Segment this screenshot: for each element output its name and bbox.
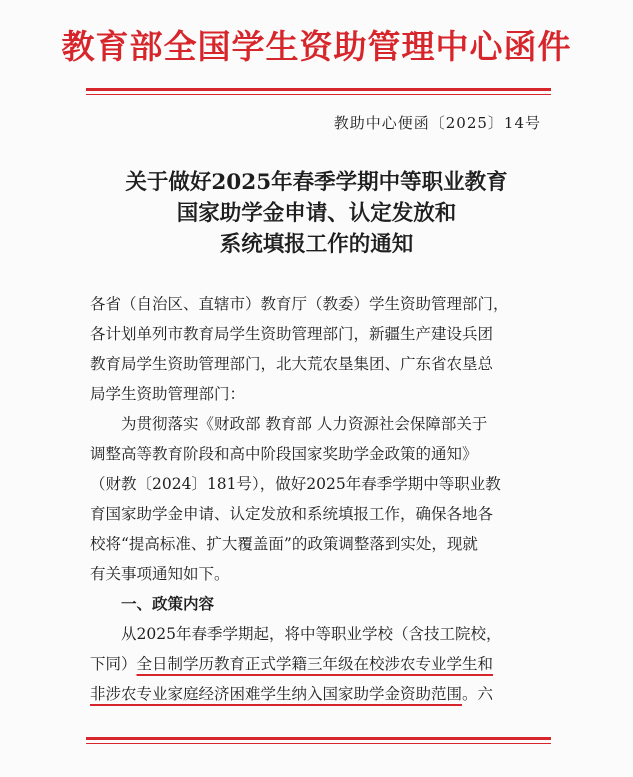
masthead: 教育部全国学生资助管理中心函件 [61, 27, 572, 66]
document-title [0, 167, 633, 260]
intro-line: 为贯彻落实《财政部 教育部 人力资源社会保障部关于 [121, 415, 488, 433]
header-rule-thick [86, 88, 551, 91]
header-rule-thin [86, 94, 551, 95]
title-line: 关于做好2025年春季学期中等职业教育 [125, 170, 508, 195]
underlined-policy-text: 非涉农专业家庭经济困难学生纳入国家助学金资助范围 [90, 685, 463, 703]
title-line: 国家助学金申请、认定发放和 [176, 201, 457, 226]
intro-line: 育国家助学金申请、认定发放和系统填报工作，确保各地各 [90, 505, 494, 523]
underlined-policy-text: 全日制学历教育正式学籍三年级在校涉农专业学生和 [136, 655, 494, 673]
intro-line: 调整高等教育阶段和高中阶段国家奖助学金政策的通知》 [90, 445, 478, 463]
intro-line: 校将“提高标准、扩大覆盖面”的政策调整落到实处，现就 [90, 535, 478, 553]
policy-line: 从2025年春季学期起，将中等职业学校（含技工院校， [121, 625, 502, 643]
footer-rule-thin [86, 743, 551, 744]
title-line: 系统填报工作的通知 [219, 232, 414, 257]
addressee-line: 局学生资助管理部门： [90, 385, 246, 403]
addressee-line: 各省（自治区、直辖市）教育厅（教委）学生资助管理部门， [90, 295, 509, 313]
policy-line [90, 649, 548, 679]
addressee-line: 教育局学生资助管理部门，北大荒农垦集团、广东省农垦总 [90, 355, 494, 373]
addressee-line: 各计划单列市教育局学生资助管理部门，新疆生产建设兵团 [90, 325, 494, 343]
document-number: 教助中心便函〔2025〕14号 [333, 114, 541, 132]
policy-line [90, 679, 548, 709]
policy-text: 。六 [462, 685, 494, 703]
footer-rule-thick [86, 737, 551, 740]
section-heading: 一、政策内容 [121, 594, 215, 613]
intro-line: （财教〔2024〕181号），做好2025年春季学期中等职业教 [90, 475, 501, 493]
intro-line: 有关事项通知如下。 [90, 565, 230, 583]
policy-text: 下同） [90, 655, 137, 673]
document-body [90, 289, 548, 709]
